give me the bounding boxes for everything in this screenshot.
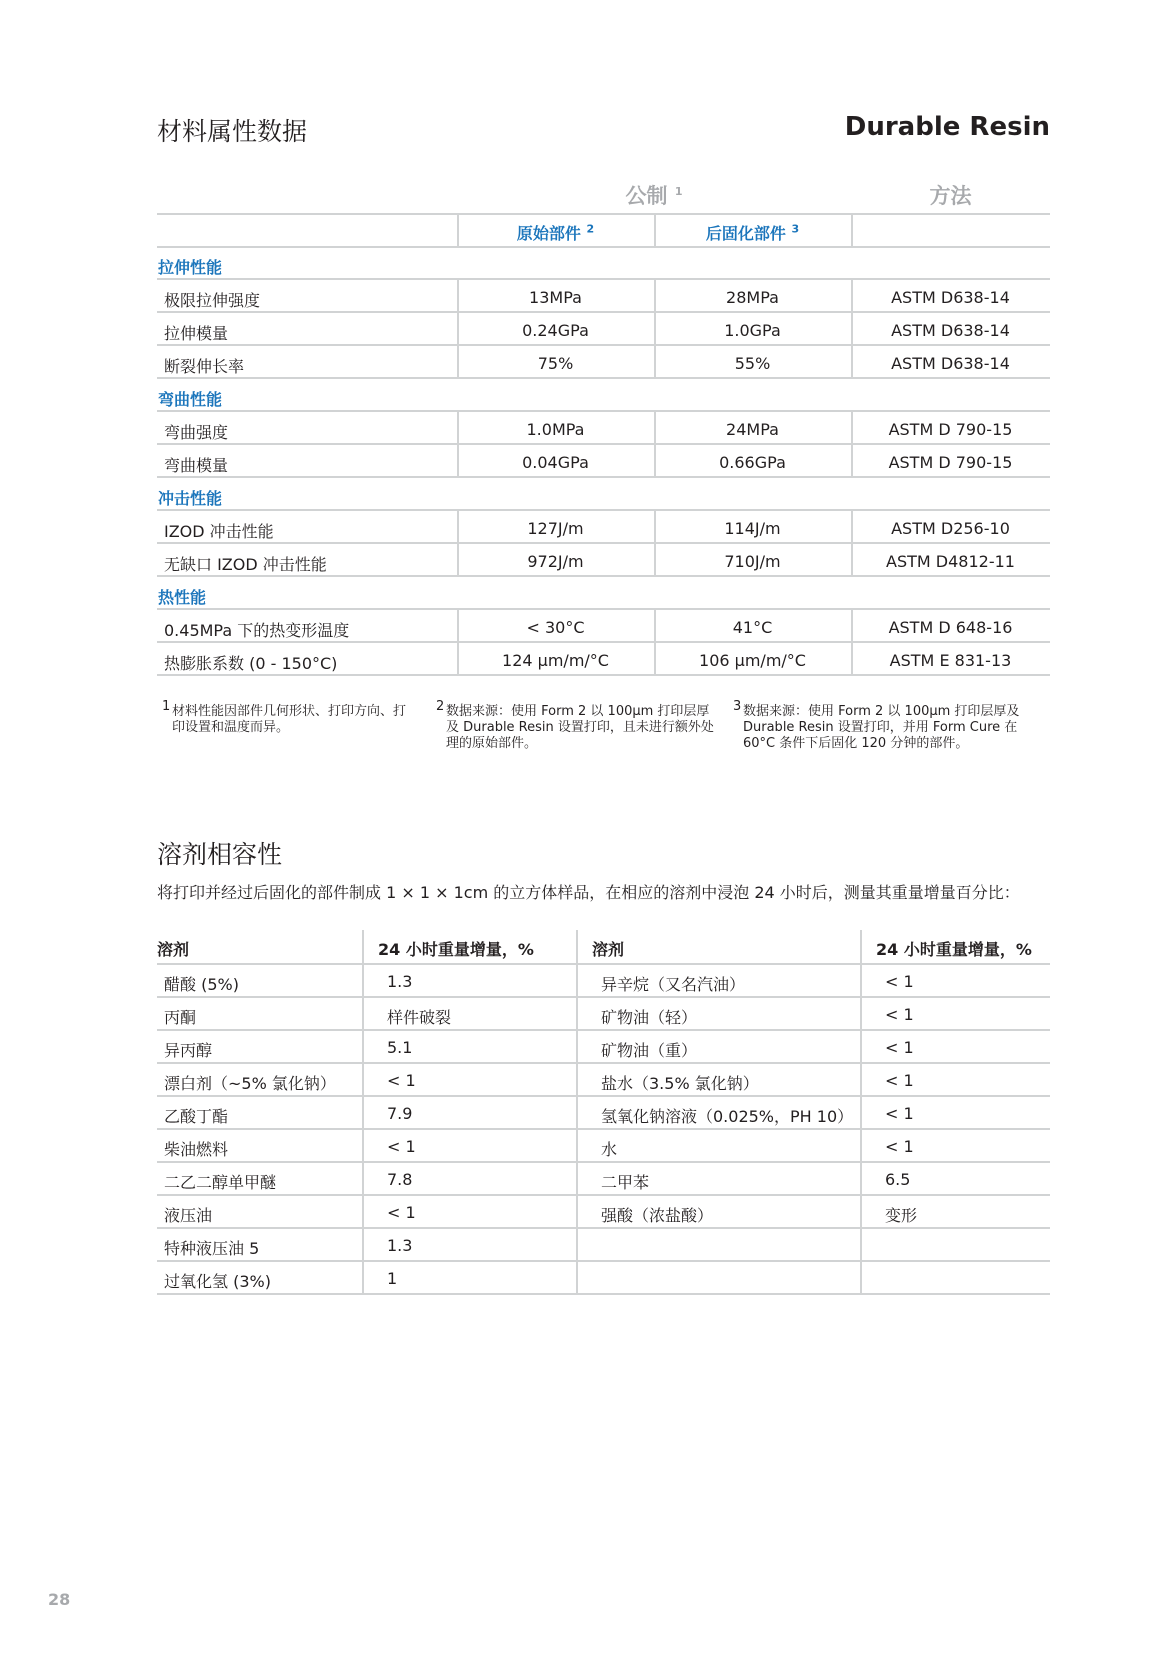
divider	[576, 1196, 578, 1227]
divider	[157, 377, 1050, 379]
section-title: 热性能	[158, 588, 207, 607]
divider	[157, 278, 1050, 280]
divider	[157, 476, 1050, 478]
weight-gain: < 1	[885, 1071, 914, 1090]
divider	[576, 1229, 578, 1260]
weight-gain: < 1	[387, 1203, 416, 1222]
divider	[362, 1130, 364, 1161]
divider	[157, 608, 1050, 610]
divider	[157, 1161, 1050, 1163]
divider	[157, 1029, 1050, 1031]
weight-gain: 7.8	[387, 1170, 413, 1189]
divider	[157, 963, 1050, 965]
divider	[860, 930, 862, 963]
section-title: 拉伸性能	[158, 258, 223, 277]
weight-gain: < 1	[885, 1104, 914, 1123]
solvent-name: 强酸（浓盐酸）	[601, 1206, 714, 1225]
divider	[654, 610, 656, 641]
property-name: IZOD 冲击性能	[164, 522, 274, 541]
divider	[362, 1064, 364, 1095]
solvent-section-title: 溶剂相容性	[157, 840, 283, 869]
solvent-name: 丙酮	[164, 1008, 197, 1027]
green-value: 124 μm/m/°C	[502, 651, 609, 670]
divider	[157, 575, 1050, 577]
method-value: ASTM E 831-13	[889, 651, 1012, 670]
divider	[851, 643, 853, 674]
solvent-intro: 将打印并经过后固化的部件制成 1 × 1 × 1cm 的立方体样品，在相应的溶剂中浸泡 24 小时后，测量其重量增量百分比：	[157, 883, 1020, 902]
post-cured-value: 28MPa	[726, 288, 779, 307]
post-cured-value: 106 μm/m/°C	[699, 651, 806, 670]
divider	[157, 996, 1050, 998]
gain-header-right: 24 小时重量增量，%	[876, 940, 1032, 959]
divider	[860, 1196, 862, 1227]
solvent-name: 异丙醇	[164, 1041, 213, 1060]
divider	[860, 965, 862, 996]
property-name: 0.45MPa 下的热变形温度	[164, 621, 350, 640]
product-name: Durable Resin	[844, 112, 1050, 142]
footnote-number: 2	[436, 699, 445, 714]
divider	[157, 1062, 1050, 1064]
green-value: < 30°C	[526, 618, 585, 637]
divider	[860, 1031, 862, 1062]
metric-group-header	[457, 180, 851, 210]
divider	[860, 1064, 862, 1095]
weight-gain: < 1	[885, 1137, 914, 1156]
method-value: ASTM D638-14	[891, 354, 1010, 373]
divider	[654, 643, 656, 674]
divider	[576, 1163, 578, 1194]
divider	[851, 544, 853, 575]
divider	[654, 511, 656, 542]
property-name: 断裂伸长率	[164, 357, 245, 376]
post-cured-value: 55%	[734, 354, 771, 373]
divider	[457, 445, 459, 476]
divider	[157, 1095, 1050, 1097]
divider	[860, 1229, 862, 1260]
divider	[362, 998, 364, 1029]
solvent-name: 液压油	[164, 1206, 213, 1225]
property-name: 弯曲模量	[164, 456, 229, 475]
solvent-name: 二乙二醇单甲醚	[164, 1173, 277, 1192]
divider	[457, 280, 459, 311]
divider	[457, 511, 459, 542]
divider	[457, 643, 459, 674]
post-cured-label: 后固化部件	[705, 224, 786, 243]
gain-header-left: 24 小时重量增量，%	[378, 940, 534, 959]
divider	[576, 1262, 578, 1293]
section-title: 冲击性能	[158, 489, 223, 508]
divider	[576, 1031, 578, 1062]
divider	[362, 1196, 364, 1227]
divider	[654, 313, 656, 344]
method-value: ASTM D638-14	[891, 288, 1010, 307]
method-value: ASTM D 790-15	[888, 420, 1013, 439]
divider	[157, 1227, 1050, 1229]
divider	[457, 313, 459, 344]
footnote	[436, 699, 721, 752]
green-part-header	[457, 221, 654, 244]
divider	[157, 542, 1050, 544]
weight-gain: 1.3	[387, 1236, 413, 1255]
weight-gain: < 1	[387, 1137, 416, 1156]
post-cured-value: 1.0GPa	[724, 321, 781, 340]
divider	[457, 544, 459, 575]
method-value: ASTM D 648-16	[888, 618, 1013, 637]
green-part-footnote-ref: 2	[586, 222, 595, 236]
post-cured-header	[654, 221, 851, 244]
divider	[362, 1229, 364, 1260]
divider	[157, 509, 1050, 511]
post-cured-value: 24MPa	[726, 420, 779, 439]
divider	[157, 674, 1050, 676]
divider	[362, 1262, 364, 1293]
divider	[654, 412, 656, 443]
divider	[860, 1097, 862, 1128]
green-value: 1.0MPa	[526, 420, 585, 439]
method-value: ASTM D256-10	[891, 519, 1010, 538]
solvent-name: 特种液压油 5	[164, 1239, 260, 1258]
divider	[851, 346, 853, 377]
divider	[576, 930, 578, 963]
solvent-header-right: 溶剂	[592, 940, 625, 959]
solvent-name: 过氧化氢 (3%)	[164, 1272, 271, 1291]
weight-gain: 1.3	[387, 972, 413, 991]
divider	[157, 311, 1050, 313]
weight-gain: 6.5	[885, 1170, 911, 1189]
green-value: 972J/m	[527, 552, 584, 571]
footnote-text: 材料性能因部件几何形状、打印方向、打印设置和温度而异。	[172, 704, 407, 735]
method-value: ASTM D638-14	[891, 321, 1010, 340]
solvent-header-left: 溶剂	[157, 940, 190, 959]
divider	[576, 965, 578, 996]
divider	[654, 544, 656, 575]
green-value: 0.24GPa	[522, 321, 589, 340]
divider	[576, 1064, 578, 1095]
divider	[362, 1163, 364, 1194]
footnote	[162, 699, 417, 736]
solvent-name: 二甲苯	[601, 1173, 650, 1192]
divider	[362, 930, 364, 963]
divider	[654, 280, 656, 311]
divider	[851, 313, 853, 344]
weight-gain: < 1	[885, 1038, 914, 1057]
divider	[362, 1031, 364, 1062]
method-value: ASTM D 790-15	[888, 453, 1013, 472]
green-value: 13MPa	[529, 288, 582, 307]
property-name: 无缺口 IZOD 冲击性能	[164, 555, 327, 574]
property-name: 弯曲强度	[164, 423, 229, 442]
weight-gain: < 1	[885, 1005, 914, 1024]
divider	[157, 641, 1050, 643]
solvent-name: 漂白剂（~5% 氯化钠）	[164, 1074, 336, 1093]
divider	[576, 1130, 578, 1161]
divider	[851, 610, 853, 641]
property-name: 极限拉伸强度	[164, 291, 261, 310]
divider	[860, 1262, 862, 1293]
footnote-number: 3	[733, 699, 742, 714]
footnote-number: 1	[162, 699, 171, 714]
divider	[157, 344, 1050, 346]
section-title: 弯曲性能	[158, 390, 223, 409]
divider	[851, 445, 853, 476]
weight-gain: 变形	[885, 1206, 918, 1225]
property-name: 热膨胀系数 (0 - 150°C)	[164, 654, 338, 673]
solvent-name: 柴油燃料	[164, 1140, 229, 1159]
footnote-text: 数据来源：使用 Form 2 以 100μm 打印层厚及 Durable Resin 设置打印，并用 Form Cure 在 60°C 条件下后固化 120 分钟的部件。	[743, 704, 1020, 751]
method-value: ASTM D4812-11	[886, 552, 1015, 571]
divider	[157, 213, 1050, 215]
solvent-name: 异辛烷（又名汽油）	[601, 975, 746, 994]
divider	[157, 1293, 1050, 1295]
green-value: 127J/m	[527, 519, 584, 538]
divider	[457, 412, 459, 443]
divider	[860, 1130, 862, 1161]
weight-gain: < 1	[885, 972, 914, 991]
solvent-name: 矿物油（重）	[601, 1041, 698, 1060]
solvent-name: 盐水（3.5% 氯化钠）	[601, 1074, 759, 1093]
green-part-label: 原始部件	[516, 224, 581, 243]
footnote	[733, 699, 1043, 752]
divider	[157, 246, 1050, 248]
weight-gain: 7.9	[387, 1104, 413, 1123]
weight-gain: 样件破裂	[387, 1008, 452, 1027]
page-title: 材料属性数据	[157, 117, 308, 146]
divider	[157, 1128, 1050, 1130]
divider	[851, 214, 853, 246]
page-number: 28	[48, 1590, 71, 1609]
footnote-text: 数据来源：使用 Form 2 以 100μm 打印层厚及 Durable Resin 设置打印，且未进行额外处理的原始部件。	[446, 704, 714, 751]
metric-label: 公制	[625, 184, 668, 208]
weight-gain: < 1	[387, 1071, 416, 1090]
divider	[157, 443, 1050, 445]
divider	[157, 1260, 1050, 1262]
green-value: 0.04GPa	[522, 453, 589, 472]
weight-gain: 1	[387, 1269, 398, 1288]
solvent-name: 乙酸丁酯	[164, 1107, 229, 1126]
divider	[851, 412, 853, 443]
divider	[654, 346, 656, 377]
divider	[362, 1097, 364, 1128]
divider	[851, 511, 853, 542]
divider	[860, 998, 862, 1029]
post-cured-value: 0.66GPa	[719, 453, 786, 472]
divider	[157, 410, 1050, 412]
metric-footnote-ref: 1	[674, 185, 683, 198]
solvent-name: 水	[601, 1140, 618, 1159]
divider	[576, 998, 578, 1029]
divider	[860, 1163, 862, 1194]
weight-gain: 5.1	[387, 1038, 413, 1057]
solvent-name: 氢氧化钠溶液（0.025%，PH 10）	[601, 1107, 854, 1126]
post-cured-value: 710J/m	[724, 552, 781, 571]
divider	[157, 1194, 1050, 1196]
divider	[576, 1097, 578, 1128]
method-group-header: 方法	[929, 184, 972, 208]
property-name: 拉伸模量	[164, 324, 229, 343]
green-value: 75%	[537, 354, 574, 373]
divider	[654, 445, 656, 476]
divider	[457, 346, 459, 377]
divider	[457, 610, 459, 641]
divider	[362, 965, 364, 996]
post-cured-value: 41°C	[732, 618, 773, 637]
solvent-name: 矿物油（轻）	[601, 1008, 698, 1027]
post-cured-footnote-ref: 3	[791, 222, 800, 236]
divider	[851, 280, 853, 311]
solvent-name: 醋酸 (5%)	[164, 975, 239, 994]
post-cured-value: 114J/m	[724, 519, 781, 538]
